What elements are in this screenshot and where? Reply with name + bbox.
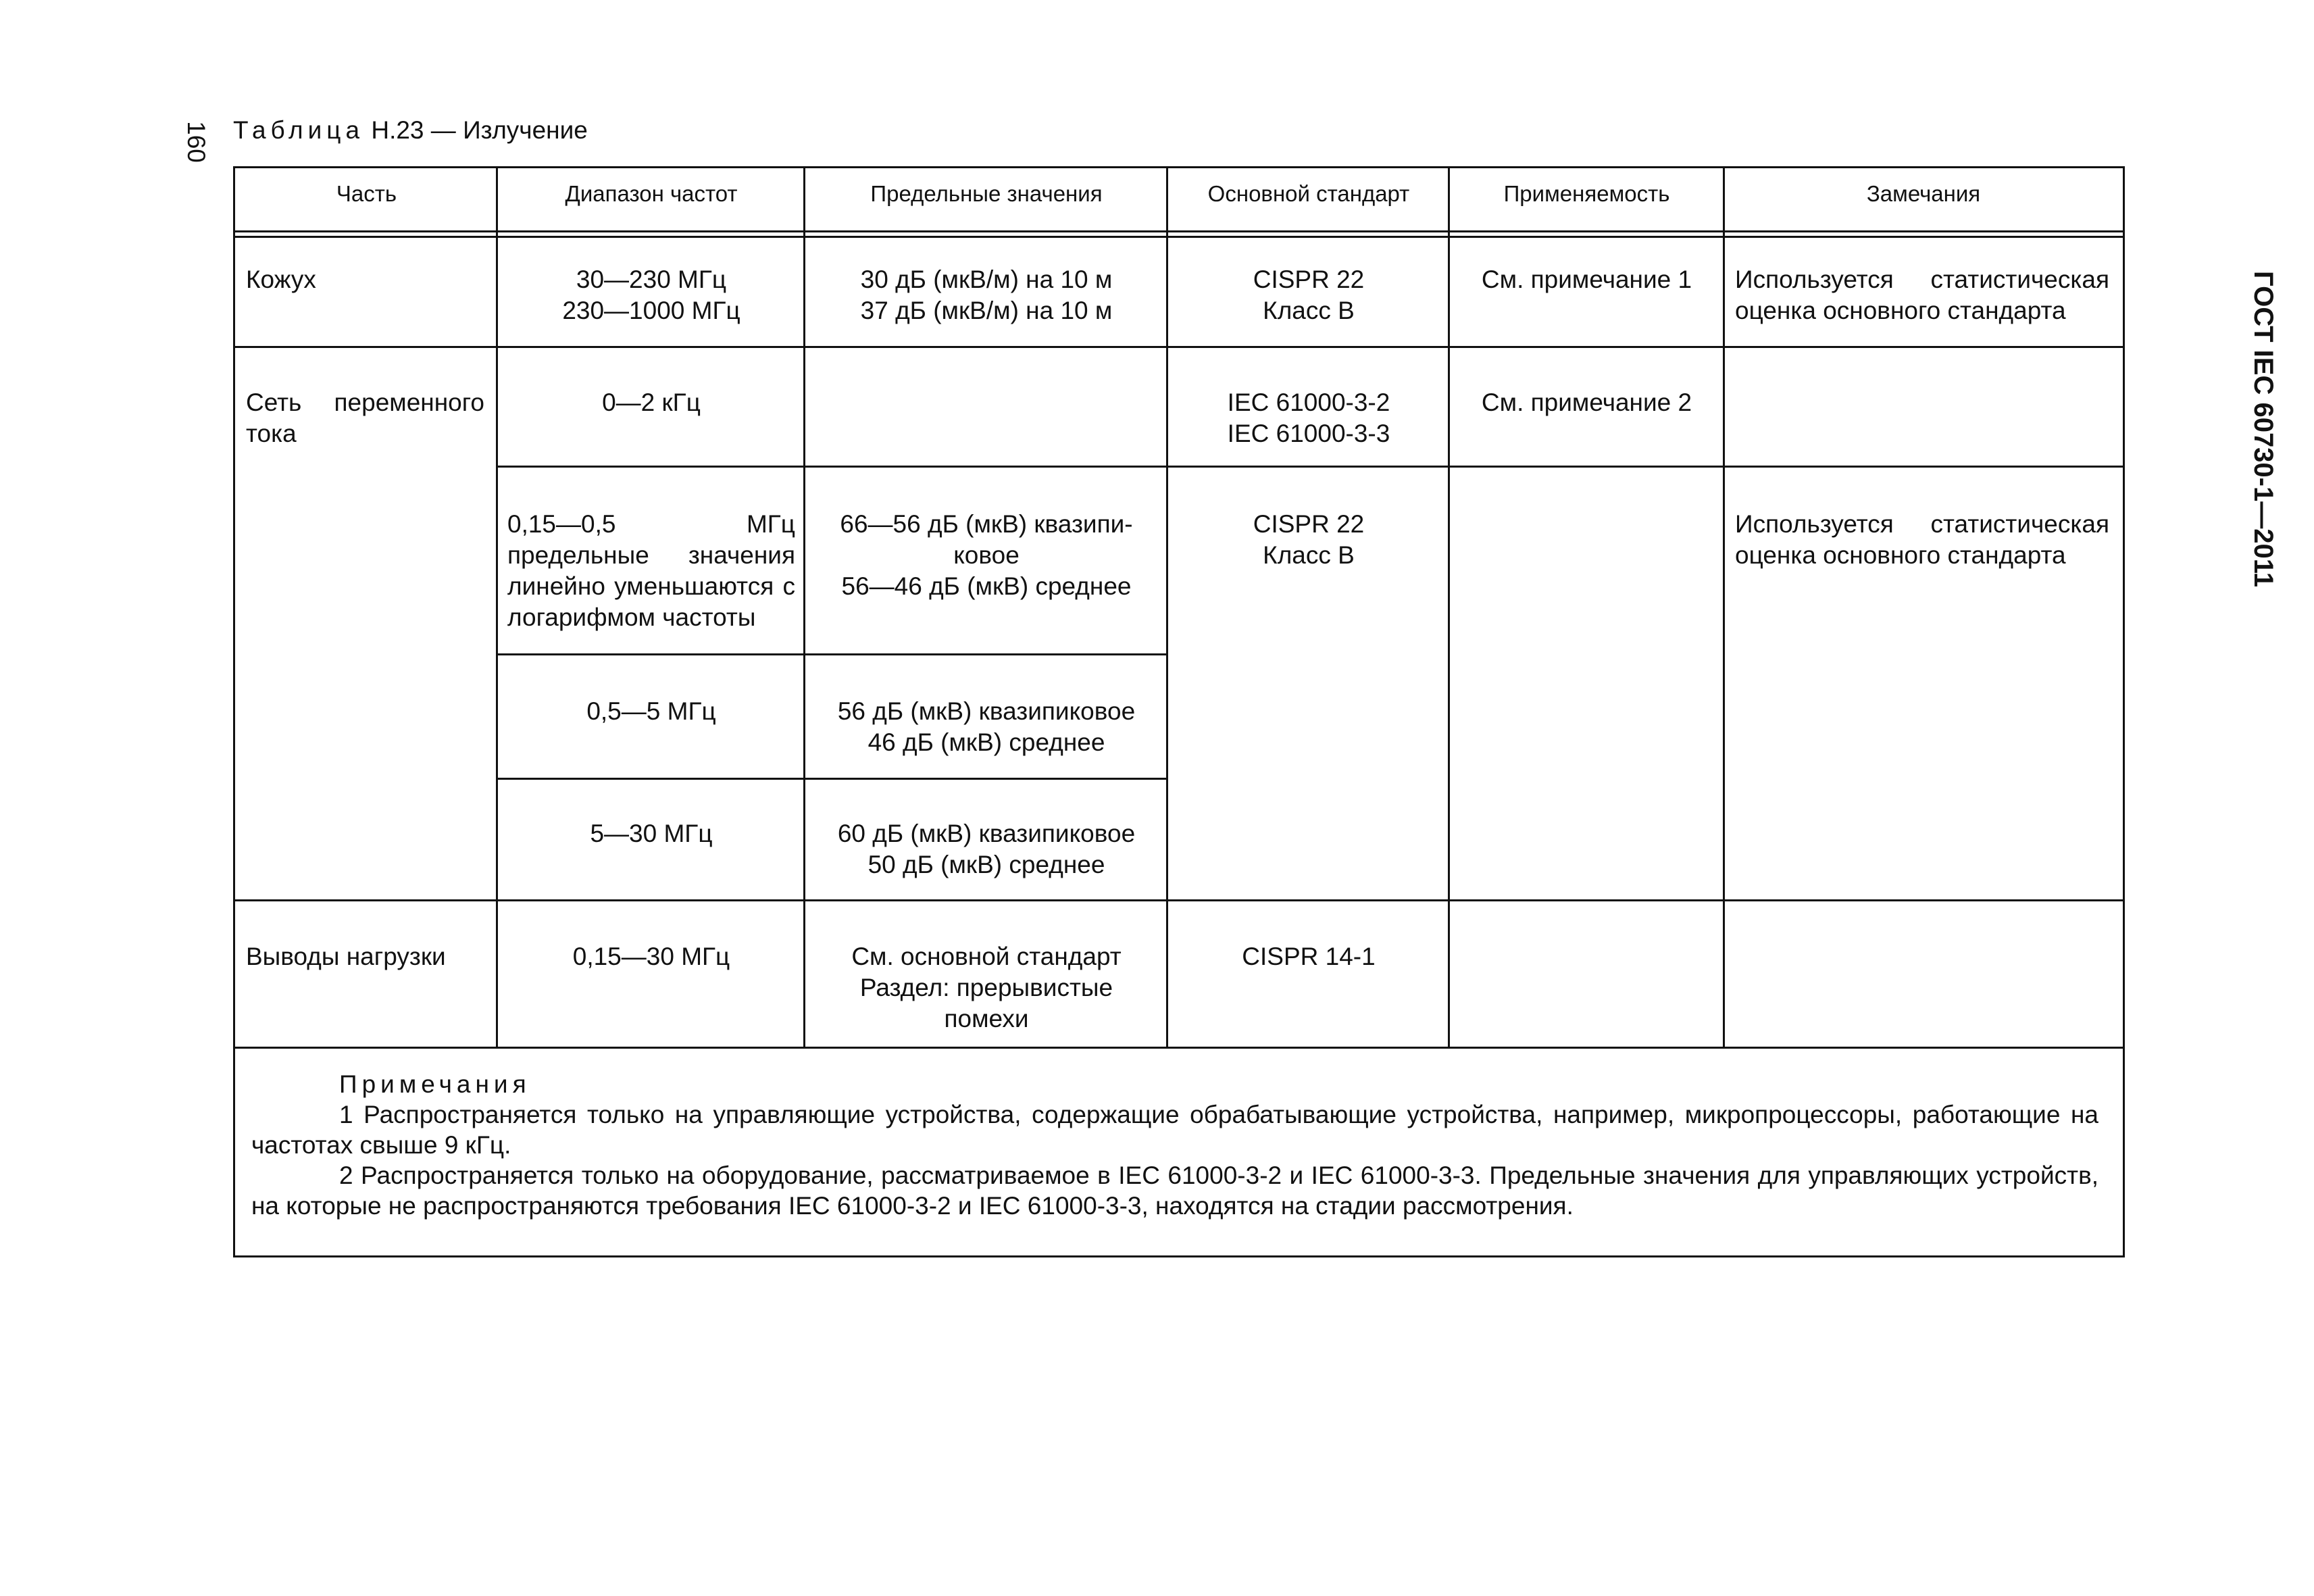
cell-range-enclosure: 30—230 МГц 230—1000 МГц (562, 266, 740, 324)
cell-part-ac-mains: Сеть переменного тока (246, 389, 484, 447)
cell-range-load-terminals: 0,15—30 МГц (572, 943, 730, 970)
header-remarks: Замечания (1866, 181, 1981, 206)
cell-range-0-15-0-5: 0,15—0,5 МГц предельные значения линейно уменьшаются с логарифмом частоты (507, 510, 795, 631)
header-applicability: Применяемость (1503, 181, 1670, 206)
cell-limits-0-15-0-5: 66—56 дБ (мкВ) квазипи- ковое 56—46 дБ (мкВ) среднее (840, 510, 1133, 600)
row-divider (496, 778, 1168, 780)
table-caption-title: Н.23 — Излучение (364, 116, 588, 144)
cell-range-ac-mains: 0—2 кГц (602, 389, 701, 416)
header-limits: Предельные значения (870, 181, 1103, 206)
table-caption-label: Таблица (233, 116, 365, 144)
emission-table (233, 166, 2125, 1257)
cell-standard-enclosure: CISPR 22 Класс В (1253, 266, 1365, 324)
cell-limits-enclosure: 30 дБ (мкВ/м) на 10 м 37 дБ (мкВ/м) на 10 м (860, 266, 1113, 324)
table-notes (251, 1069, 2098, 1221)
row-divider (235, 899, 2123, 901)
row-divider (235, 346, 2123, 348)
header-frequency-range: Диапазон частот (565, 181, 738, 206)
cell-limits-5-30: 60 дБ (мкВ) квазипиковое 50 дБ (мкВ) среднее (837, 820, 1136, 878)
cell-limits-0-5-5: 56 дБ (мкВ) квазипиковое 46 дБ (мкВ) среднее (837, 697, 1136, 756)
cell-standard-load-terminals: CISPR 14-1 (1242, 943, 1376, 970)
table-caption (233, 116, 588, 145)
cell-range-5-30: 5—30 МГц (590, 820, 713, 847)
row-divider (496, 466, 2123, 468)
cell-part-load-terminals: Выводы нагрузки (246, 943, 446, 970)
header-divider (235, 236, 2123, 238)
standard-designation: ГОСТ IEC 60730-1—2011 (2248, 270, 2279, 588)
page-number: 160 (182, 121, 210, 163)
note-2: 2 Распространяется только на оборудование, рассматриваемое в IEC 61000-3-2 и IEC 61000-3-3. Предельные значения для управляющих устройств, на которые не распространяются требования IEC 61000-3-2 и IEC 61000-3-3, находятся на стадии рассмотрения. (251, 1162, 2098, 1220)
cell-standard-0-15-30: CISPR 22 Класс В (1253, 510, 1365, 569)
cell-range-0-5-5: 0,5—5 МГц (586, 697, 716, 725)
cell-remarks-0-15-30: Используется статистическая оценка основного стандарта (1735, 510, 2109, 569)
notes-title: Примечания (339, 1070, 531, 1098)
header-basic-standard: Основной стандарт (1207, 181, 1410, 206)
cell-limits-load-terminals: См. основной стандарт Раздел: прерывистые помехи (851, 943, 1122, 1032)
note-1: 1 Распространяется только на управляющие устройства, содержащие обрабатывающие устройства, например, микропроцессоры, работающие на частотах свыше 9 кГц. (251, 1101, 2098, 1159)
cell-standard-ac-mains: IEC 61000-3-2 IEC 61000-3-3 (1227, 389, 1390, 447)
row-divider (496, 653, 1168, 655)
cell-remarks-enclosure: Используется статистическая оценка основного стандарта (1735, 266, 2109, 324)
cell-part-enclosure: Кожух (246, 266, 316, 293)
cell-applicability-ac-mains: См. примечание 2 (1481, 389, 1692, 416)
header-divider (235, 230, 2123, 232)
cell-applicability-enclosure: См. примечание 1 (1481, 266, 1692, 293)
row-divider (235, 1047, 2123, 1049)
header-part: Часть (336, 181, 397, 206)
